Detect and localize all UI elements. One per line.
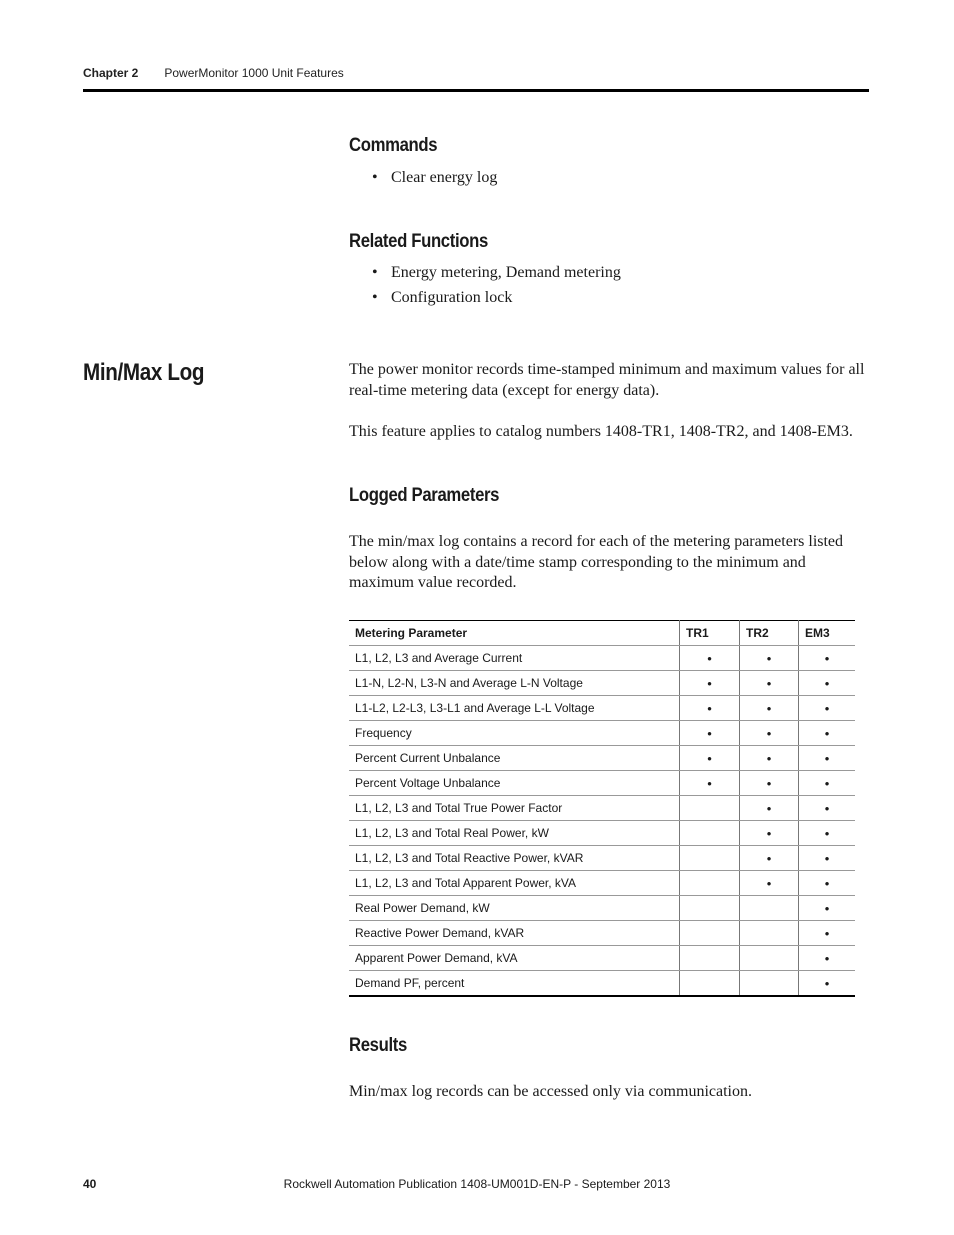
tr1-cell	[680, 821, 740, 846]
parameter-cell: Percent Current Unbalance	[349, 746, 680, 771]
table-row	[349, 721, 855, 746]
parameter-cell: Apparent Power Demand, kVA	[349, 946, 680, 971]
em3-cell: •	[799, 921, 856, 946]
tr1-cell	[680, 921, 740, 946]
column-header: EM3	[799, 621, 856, 646]
tr2-cell: •	[740, 796, 799, 821]
tr2-cell	[740, 971, 799, 997]
column-header: TR1	[680, 621, 740, 646]
table-row	[349, 696, 855, 721]
em3-cell: •	[799, 821, 856, 846]
tr1-cell: •	[680, 646, 740, 671]
em3-cell: •	[799, 796, 856, 821]
logged-paragraph: The min/max log contains a record for each of the metering parameters listed below along with a date/time stamp corresponding to the minimum and maximum value recorded.	[349, 533, 844, 591]
em3-cell: •	[799, 846, 856, 871]
logged-parameters-heading: Logged Parameters	[349, 485, 500, 506]
chapter-title: PowerMonitor 1000 Unit Features	[164, 66, 344, 80]
tr1-cell	[680, 846, 740, 871]
parameter-cell: Demand PF, percent	[349, 971, 680, 997]
table-row	[349, 846, 855, 871]
applies-paragraph: This feature applies to catalog numbers 1408-TR1, 1408-TR2, and 1408-EM3.	[349, 423, 853, 440]
parameter-cell: Percent Voltage Unbalance	[349, 771, 680, 796]
table-row	[349, 671, 855, 696]
list-item: • Clear energy log	[369, 168, 497, 193]
tr2-cell: •	[740, 721, 799, 746]
tr1-cell	[680, 896, 740, 921]
em3-cell: •	[799, 871, 856, 896]
chapter-label: Chapter 2	[83, 66, 139, 80]
em3-cell: •	[799, 671, 856, 696]
parameter-cell: L1, L2, L3 and Average Current	[349, 646, 680, 671]
intro-paragraph: The power monitor records time-stamped minimum and maximum values for all real-time metering data (except for energy data).	[349, 361, 865, 399]
tr1-cell: •	[680, 771, 740, 796]
em3-cell: •	[799, 946, 856, 971]
tr2-cell: •	[740, 746, 799, 771]
parameter-cell: Real Power Demand, kW	[349, 896, 680, 921]
column-header: TR2	[740, 621, 799, 646]
parameter-cell: Reactive Power Demand, kVAR	[349, 921, 680, 946]
parameter-cell: L1, L2, L3 and Total True Power Factor	[349, 796, 680, 821]
list-item: • Configuration lock	[369, 288, 621, 313]
em3-cell: •	[799, 746, 856, 771]
tr2-cell: •	[740, 646, 799, 671]
table-row	[349, 921, 855, 946]
tr1-cell: •	[680, 696, 740, 721]
parameter-table	[349, 620, 855, 997]
parameter-cell: L1-L2, L2-L3, L3-L1 and Average L-L Voltage	[349, 696, 680, 721]
table-row	[349, 746, 855, 771]
running-header	[83, 66, 344, 80]
list-item: • Energy metering, Demand metering	[369, 263, 621, 288]
em3-cell: •	[799, 646, 856, 671]
tr2-cell	[740, 896, 799, 921]
tr1-cell	[680, 971, 740, 997]
tr2-cell: •	[740, 846, 799, 871]
related-functions-list	[369, 263, 621, 313]
table-row	[349, 646, 855, 671]
tr2-cell	[740, 921, 799, 946]
results-heading: Results	[349, 1035, 407, 1056]
tr2-cell	[740, 946, 799, 971]
tr2-cell: •	[740, 671, 799, 696]
em3-cell: •	[799, 696, 856, 721]
table-header-row	[349, 621, 855, 646]
tr2-cell: •	[740, 821, 799, 846]
parameter-cell: L1, L2, L3 and Total Real Power, kW	[349, 821, 680, 846]
tr2-cell: •	[740, 771, 799, 796]
table-row	[349, 971, 855, 997]
parameter-cell: Frequency	[349, 721, 680, 746]
commands-heading: Commands	[349, 135, 438, 156]
related-functions-heading: Related Functions	[349, 231, 488, 252]
table-row	[349, 771, 855, 796]
table-row	[349, 796, 855, 821]
tr1-cell: •	[680, 746, 740, 771]
parameter-cell: L1, L2, L3 and Total Apparent Power, kVA	[349, 871, 680, 896]
table-row	[349, 946, 855, 971]
em3-cell: •	[799, 771, 856, 796]
parameter-cell: L1-N, L2-N, L3-N and Average L-N Voltage	[349, 671, 680, 696]
tr1-cell	[680, 871, 740, 896]
page-number: 40	[83, 1177, 97, 1191]
parameter-cell: L1, L2, L3 and Total Reactive Power, kVAR	[349, 846, 680, 871]
table-row	[349, 896, 855, 921]
table-row	[349, 821, 855, 846]
column-header: Metering Parameter	[349, 621, 680, 646]
tr2-cell: •	[740, 696, 799, 721]
section-heading: Min/Max Log	[83, 359, 205, 386]
em3-cell: •	[799, 971, 856, 997]
tr1-cell: •	[680, 671, 740, 696]
header-rule	[83, 89, 869, 92]
tr1-cell	[680, 946, 740, 971]
commands-list	[369, 168, 497, 193]
em3-cell: •	[799, 721, 856, 746]
publication-footer: Rockwell Automation Publication 1408-UM001D-EN-P - September 2013	[283, 1177, 671, 1191]
tr1-cell: •	[680, 721, 740, 746]
results-paragraph: Min/max log records can be accessed only via communication.	[349, 1083, 752, 1100]
table-row	[349, 871, 855, 896]
tr1-cell	[680, 796, 740, 821]
tr2-cell: •	[740, 871, 799, 896]
em3-cell: •	[799, 896, 856, 921]
